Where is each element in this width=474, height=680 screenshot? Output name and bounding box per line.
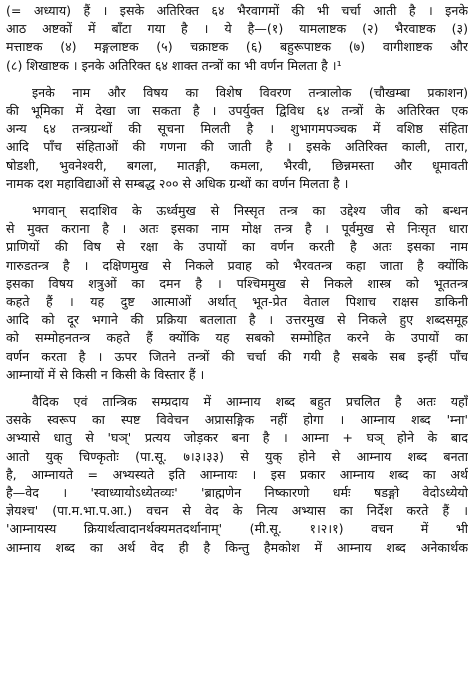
text-line: आतो युक् चिण्कृतोः (पा.सू. ७।३।३३) से युक् होने से आम्नाय शब्द बनता	[6, 448, 468, 464]
text-line: कहते हैं । यह दुष्ट आत्माओं अर्थात् भूत-प्रेत वेताल पिशाच राक्षस डाकिनी	[6, 294, 468, 310]
text-line: प्राणियों की विष से रक्षा के उपायों का वर्णन करती है अतः इसका नाम	[6, 239, 468, 255]
paragraph-3	[6, 202, 468, 384]
paragraph-1	[6, 2, 468, 75]
text-line: मत्ताष्टक (४) मङ्गलाष्टक (५) चक्राष्टक (६) बहुरूपाष्टक (७) वागीशाष्टक और	[6, 39, 468, 55]
text-line: आठ अष्टकों में बाँटा गया है । ये है—(१) यामलाष्टक (२) भैरवाष्टक (३)	[6, 21, 468, 37]
text-line: ज्ञेयश्च' (पा.म.भा.प.आ.) वचन से वेद के नित्य अभ्यास का निर्देश करते हैं ।	[6, 503, 468, 519]
text-line: आम्नायों में से किसी न किसी के विस्तार हैं ।	[6, 366, 205, 382]
text-line: भगवान् सदाशिव के ऊर्ध्वमुख से निस्सृत तन्त्र का उद्देश्य जीव को बन्धन	[32, 203, 468, 219]
text-line: नामक दश महाविद्याओं से सम्बद्ध २०० से अधिक ग्रन्थों का वर्णन मिलता है ।	[6, 175, 349, 191]
text-line: आदि को दूर भगाने की प्रक्रिया बतलाता है । उत्तरमुख से निकले हुए शब्दसमूह	[6, 312, 468, 328]
text-line: वैदिक एवं तान्त्रिक सम्प्रदाय में आम्नाय शब्द बहुत प्रचलित है अतः यहाँ	[32, 394, 468, 410]
text-line: आम्नाय शब्द का अर्थ वेद ही है किन्तु हैमकोश में आम्नाय शब्द अनेकार्थक	[6, 539, 468, 555]
text-line: वर्णन करता है । ऊपर जितने तन्त्रों की चर्चा की गयी है सबके सब इन्हीं पाँच	[6, 348, 468, 364]
text-line: अन्य ६४ तन्त्रग्रन्थों की सूचना मिलती है । शुभागमपञ्चक में वशिष्ठ संहिता	[6, 121, 468, 137]
text-line: 'आम्नायस्य क्रियार्थत्वादानर्थक्यमतदर्थानाम्' (मी.सू. १।२।१) वचन में भी	[6, 521, 468, 537]
text-line: है, आम्नायते = अभ्यस्यते इति आम्नायः । इस प्रकार आम्नाय शब्द का अर्थ	[6, 466, 468, 482]
text-line: (= अध्याय) हैं । इसके अतिरिक्त ६४ भैरवागमों की भी चर्चा आती है । इनके	[6, 3, 468, 18]
text-line: (८) शिखाष्टक । इनके अतिरिक्त ६४ शाक्त तन्त्रों का भी वर्णन मिलता है ।¹	[6, 57, 342, 73]
text-line: इनके नाम और विषय का विशेष विवरण तन्त्रालोक (चौखम्बा प्रकाशन)	[32, 84, 468, 100]
text-line: आदि पाँच संहिताओं की गणना की जाती है । इसके अतिरिक्त काली, तारा,	[6, 139, 468, 155]
text-line: गारुडतन्त्र है । दक्षिणमुख से निकले प्रवाह को भैरवतन्त्र कहा जाता है क्योंकि	[6, 257, 468, 273]
text-line: को सम्मोहनतन्त्र कहते हैं क्योंकि यह सबको सम्मोहित करने के उपायों का	[6, 330, 468, 346]
text-line: अभ्यासे धातु से 'घञ्' प्रत्यय जोड़कर बना है । आम्ना + घञ् होने के बाद	[6, 430, 468, 446]
paragraph-4	[6, 393, 468, 557]
text-line: की भूमिका में देखा जा सकता है । उपर्युक्त द्विविध ६४ तन्त्रों के अतिरिक्त एक	[6, 103, 468, 119]
text-line: उसके स्वरूप का स्पष्ट विवेचन अप्रासङ्गिक नहीं होगा । आम्नाय शब्द 'म्ना'	[6, 412, 468, 428]
text-line: है—वेद । 'स्वाध्यायोऽध्येतव्यः' 'ब्राह्मणेन निष्कारणो धर्मः षडङ्गो वेदोऽध्येयो	[6, 485, 468, 501]
text-line: षोडशी, भुवनेश्वरी, बगला, मातङ्गी, कमला, भैरवी, छिन्नमस्ता और धूमावती	[6, 157, 468, 173]
text-line: से मुक्त कराना है । अतः इसका नाम मोक्ष तन्त्र है । पूर्वमुख से निःसृत धारा	[6, 221, 468, 237]
paragraph-2	[6, 84, 468, 193]
text-line: इसका विषय शत्रुओं का दमन है । पश्चिममुख से निकले शास्त्र को भूततन्त्र	[6, 275, 468, 291]
